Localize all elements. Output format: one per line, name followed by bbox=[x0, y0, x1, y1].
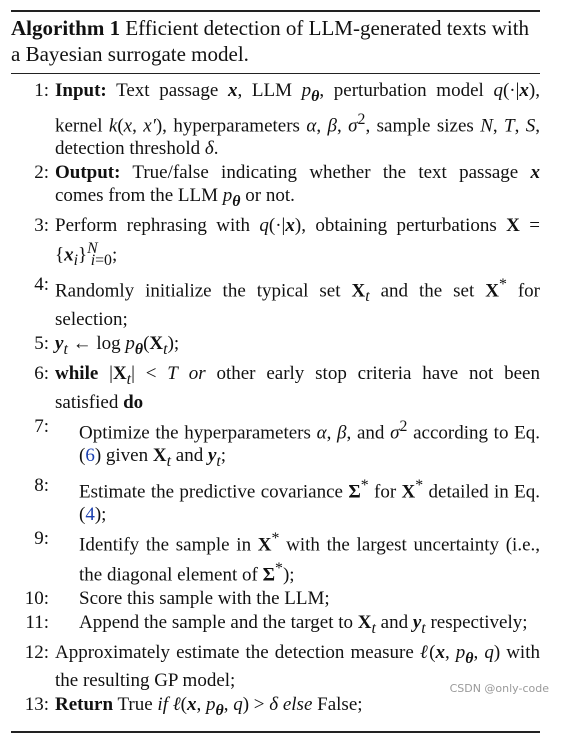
algorithm-step bbox=[11, 587, 540, 610]
step-number: 10: bbox=[24, 587, 49, 609]
step-text: Input: Text passage x, LLM $p_\theta$, perturbation model q(·|x), kernel k(x, x′), hyperparameters α, β, $\sigma^2$, sample sizes N, T, S, detection threshold δ. bbox=[55, 80, 541, 160]
algorithm-step bbox=[11, 214, 540, 272]
step-text: Optimize the hyperparameters α, β, and $\sigma^2$ according to Eq. (6) given $X_t$ and $y_t$; bbox=[79, 417, 541, 470]
step-number: 12: bbox=[24, 641, 49, 663]
step-number: 1: bbox=[34, 80, 49, 101]
algorithm-step bbox=[11, 362, 540, 414]
watermark: CSDN @only-code bbox=[449, 682, 549, 695]
step-number: 6: bbox=[34, 362, 49, 384]
step-number: 4: bbox=[34, 274, 49, 296]
algorithm-step bbox=[11, 415, 540, 473]
algorithm-step bbox=[11, 611, 540, 640]
algorithm-step bbox=[11, 693, 540, 722]
step-text: Output: True/false indicating whether the text passage x comes from the LLM $p_\theta$ or not. bbox=[55, 162, 540, 210]
step-number: 9: bbox=[34, 528, 49, 550]
step-number: 2: bbox=[34, 162, 49, 184]
step-text: $y_t$ ← $\log p_\theta(X_t)$; bbox=[55, 333, 180, 358]
step-number: 5: bbox=[34, 333, 49, 355]
step-text: Append the sample and the target to $X_t$ and $y_t$ respectively; bbox=[79, 611, 528, 637]
step-text: Perform rephrasing with q(·|x), obtaining perturbations $X = \{x_i\}^N_{i=0}$; bbox=[55, 214, 540, 270]
algorithm-title bbox=[11, 12, 540, 67]
step-number: 13: bbox=[24, 694, 49, 716]
step-number: 8: bbox=[34, 474, 49, 496]
algorithm-step bbox=[11, 332, 540, 361]
step-number: 3: bbox=[34, 214, 49, 236]
step-text: Return True if ℓ(x, $p_\theta$, q) > δ else False; bbox=[55, 694, 363, 720]
algorithm-step bbox=[11, 474, 540, 526]
algorithm-step bbox=[11, 79, 540, 160]
step-text: Approximately estimate the detection measure ℓ(x, $p_\theta$, q) with the resulting GP model; bbox=[55, 641, 540, 692]
algorithm-step bbox=[11, 527, 540, 586]
algorithm-box bbox=[11, 10, 540, 733]
step-number: 7: bbox=[34, 415, 49, 437]
step-text: Score this sample with the LLM; bbox=[79, 587, 330, 609]
algorithm-steps bbox=[11, 74, 540, 722]
step-text: Randomly initialize the typical set $X_t$ and the set X* for selection; bbox=[55, 276, 540, 331]
algorithm-title-text: Efficient detection of LLM-generated texts with a Bayesian surrogate model. bbox=[11, 16, 530, 66]
step-text: Estimate the predictive covariance Σ* for X* detailed in Eq. (4); bbox=[79, 476, 540, 526]
step-text: Identify the sample in X* with the largest uncertainty (i.e., the diagonal element of Σ*); bbox=[79, 530, 540, 585]
step-text: while $|X_t| < T$ or other early stop criteria have not been satisfied do bbox=[55, 362, 540, 413]
algorithm-step bbox=[11, 161, 540, 213]
algorithm-step bbox=[11, 273, 540, 331]
algorithm-label: Algorithm 1 bbox=[11, 16, 121, 40]
step-number: 11: bbox=[25, 611, 49, 633]
